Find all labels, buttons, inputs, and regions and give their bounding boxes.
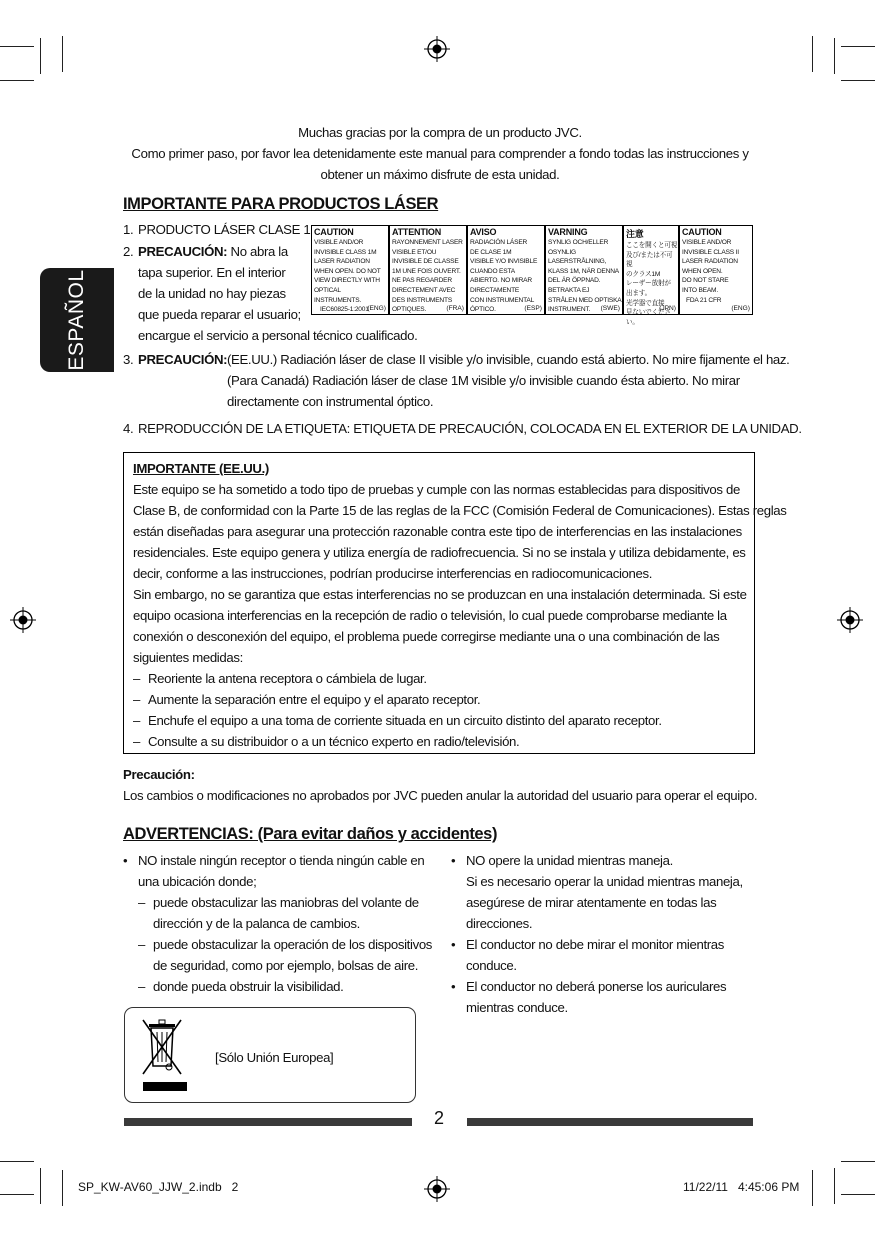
page-number: 2 (433, 1108, 444, 1128)
laser-label-title: VARNING (548, 227, 588, 237)
fcc-line: residenciales. Este equipo genera y utiliza energía de radiofrecuencia. Si no se instala y utiliza debidamente, es (133, 545, 746, 560)
dash: – (133, 713, 140, 728)
warning-text: puede obstaculizar las maniobras del volante de (153, 895, 419, 910)
fcc-title: IMPORTANTE (EE.UU.) (133, 461, 269, 476)
laser-item-2-text: que pueda reparar el usuario; (138, 307, 301, 322)
laser-label-line: OSYNLIG (548, 248, 576, 256)
laser-label-line: WHEN OPEN. DO NOT (314, 267, 381, 275)
bullet: • (123, 853, 128, 868)
warning-text: direcciones. (466, 916, 533, 931)
dash: – (133, 734, 140, 749)
laser-label-title: 注意 (626, 229, 644, 239)
warning-text: asegúrese de mirar atentamente en todas las (466, 895, 717, 910)
footer-file (78, 1180, 238, 1194)
laser-label-line: VISIBLE AND/OR (682, 239, 732, 246)
laser-label-line: VISIBLE AND/OR (314, 239, 364, 246)
laser-label-line: CON INSTRUMENTAL (470, 296, 535, 304)
laser-label-title: CAUTION (682, 227, 722, 237)
laser-item-4: REPRODUCCIÓN DE LA ETIQUETA: ETIQUETA DE PRECAUCIÓN, COLOCADA EN EL EXTERIOR DE LA UNIDAD. (138, 421, 802, 436)
dash: – (138, 895, 145, 910)
intro-line: Como primer paso, por favor lea detenidamente este manual para comprender a fondo todas las instrucciones y (131, 146, 749, 161)
warnings-heading: ADVERTENCIAS: (Para evitar daños y accidentes) (123, 825, 498, 843)
laser-label-line: レーザー放射が (626, 280, 671, 288)
laser-label-code: (JPN) (659, 305, 676, 312)
list-item (133, 731, 748, 752)
measure-text: Aumente la separación entre el equipo y el aparato receptor. (148, 692, 481, 707)
laser-label-line: FDA 21 CFR (686, 296, 722, 304)
bullet: • (451, 853, 456, 868)
fcc-line: decir, conforme a las instrucciones, podrían producirse interferencias en radiocomunicaciones. (133, 566, 653, 581)
precaution-label: PRECAUCIÓN: (138, 352, 228, 367)
laser-label-line: IEC60825-1:2001 (320, 306, 369, 314)
laser-label-line: DEL ÄR ÖPPNAD. (548, 277, 601, 285)
measure-text: Consulte a su distribuidor o a un técnico experto en radio/televisión. (148, 734, 520, 749)
list-item (133, 668, 748, 689)
intro-line: obtener un máximo disfrute de esta unidad. (320, 167, 560, 182)
warning-text: NO instale ningún receptor o tienda ningún cable en (138, 853, 425, 868)
laser-label-line: ここを開くと可視 (626, 242, 678, 249)
laser-label (467, 225, 545, 315)
caution-text: Los cambios o modificaciones no aprobados por JVC pueden anular la autoridad del usuario para operar el equipo. (123, 788, 758, 803)
laser-label-line: LASER RADIATION (682, 258, 738, 266)
fcc-line: Clase B, de conformidad con la Parte 15 de las reglas de la FCC (Comisión Federal de Comunicaciones). Estas reglas (133, 503, 787, 518)
laser-label-line: CUANDO ESTA (470, 267, 515, 275)
laser-label-title: CAUTION (314, 227, 354, 237)
warnings-right (451, 850, 751, 1018)
laser-item-3-text: directamente con instrumental óptico. (227, 394, 434, 409)
intro (120, 122, 760, 185)
laser-label-line: のクラス1M (626, 270, 661, 278)
fcc-notice-box (123, 452, 787, 754)
dash: – (133, 671, 140, 686)
list-item (123, 934, 433, 976)
crossed-out-bin-icon (139, 1016, 189, 1096)
caution-note (123, 764, 763, 806)
bullet: • (451, 937, 456, 952)
laser-label-line: INVISIBLE DE CLASSE (392, 258, 459, 266)
footer-date: 11/22/11 (683, 1180, 728, 1194)
laser-label-line: 及び/または不可視 (626, 251, 673, 269)
page-rule-left (124, 1118, 412, 1126)
laser-label-line: DE CLASE 1M (470, 248, 512, 256)
laser-label (545, 225, 623, 315)
laser-label (311, 225, 389, 315)
laser-label-line: VISIBLE ET/OU (392, 248, 437, 256)
laser-label-line: VISIBLE Y/O INVISIBLE (470, 258, 538, 266)
laser-label-line: LASERSTRÅLNING, (548, 258, 607, 266)
fcc-line: equipo ocasiona interferencias en la recepción de radio o televisión, lo cual puede comprobarse mediante la (133, 608, 727, 623)
list-number: 2. (123, 244, 134, 259)
dash: – (138, 979, 145, 994)
list-item (133, 710, 748, 731)
laser-label-code: (SWE) (600, 305, 620, 312)
list-item (123, 850, 433, 892)
list-number: 1. (123, 222, 134, 237)
fcc-line: conexión o desconexión del equipo, el problema puede corregirse mediante una o una combinación de las (133, 629, 720, 644)
measure-text: Enchufe el equipo a una toma de corriente situada en un circuito distinto del aparato receptor. (148, 713, 662, 728)
laser-item-2-text: tapa superior. En el interior (138, 265, 286, 280)
laser-label-line: INVISIBLE CLASS 1M (314, 248, 377, 256)
laser-label-line: DES INSTRUMENTS (392, 296, 453, 304)
warning-text: donde pueda obstruir la visibilidad. (153, 979, 344, 994)
laser-label-line: 見ないでください。 (626, 309, 671, 326)
laser-label-line: OPTIQUES. (392, 306, 427, 314)
laser-heading: IMPORTANTE PARA PRODUCTOS LÁSER (123, 195, 439, 213)
warning-text: El conductor no deberá ponerse los auriculares (466, 979, 727, 994)
laser-item-1: PRODUCTO LÁSER CLASE 1 (138, 222, 311, 237)
laser-label-code: (FRA) (446, 305, 464, 312)
laser-item-2-text: No abra la (230, 244, 288, 259)
warning-text: dirección y de la palanca de cambios. (153, 916, 360, 931)
warnings-left (123, 850, 433, 997)
list-number: 4. (123, 421, 134, 436)
fcc-line: siguientes medidas: (133, 650, 243, 665)
footer-timestamp (683, 1180, 799, 1194)
laser-label-line: 光学器で直接 (626, 299, 665, 307)
laser-label-line: RADIACIÓN LÁSER (470, 239, 528, 246)
warning-text: mientras conduce. (466, 1000, 568, 1015)
list-number: 3. (123, 352, 134, 367)
list-item (451, 850, 751, 934)
laser-item-3 (227, 349, 790, 412)
laser-label (389, 225, 467, 315)
laser-label-line: STRÅLEN MED OPTISKA (548, 296, 622, 304)
warning-text: El conductor no debe mirar el monitor mientras (466, 937, 725, 952)
registration-mark-icon (837, 607, 863, 633)
list-item (133, 689, 748, 710)
laser-label-line: DO NOT STARE (682, 277, 729, 285)
fcc-line: Este equipo se ha sometido a todo tipo de pruebas y cumple con las normas establecidas para dispositivos de (133, 482, 740, 497)
laser-label-code: (ENG) (367, 305, 386, 312)
warning-text: una ubicación donde; (138, 874, 257, 889)
list-item (451, 976, 751, 1018)
laser-label-line: DIRECTAMENTE (470, 286, 520, 294)
laser-label-title: ATTENTION (392, 227, 442, 237)
fcc-notice (133, 458, 787, 752)
registration-mark-icon (424, 36, 450, 62)
laser-label-line: 出ます。 (626, 289, 652, 297)
laser-label (623, 225, 679, 326)
laser-label (679, 225, 753, 315)
laser-label-line: KLASS 1M, NÄR DENNA (548, 267, 619, 275)
list-item (451, 934, 751, 976)
footer-page: 2 (231, 1180, 239, 1194)
laser-label-code: (ESP) (524, 305, 542, 312)
laser-label-line: RAYONNEMENT LASER (392, 239, 463, 246)
warning-text: Si es necesario operar la unidad mientras maneja, (466, 874, 743, 889)
laser-item-3-text: (EE.UU.) Radiación láser de clase II visible y/o invisible, cuando está abierto. No mire fijamente el haz. (227, 352, 790, 367)
footer-time: 4:45:06 PM (737, 1180, 800, 1194)
laser-label-line: VIEW DIRECTLY WITH (314, 277, 380, 285)
caution-title: Precaución: (123, 767, 195, 782)
laser-label-line: INSTRUMENT. (548, 306, 591, 314)
laser-label-line: 1M UNE FOIS OUVERT. (392, 267, 461, 275)
fcc-line: están diseñadas para asegurar una protección razonable contra este tipo de interferencias en las instalaciones (133, 524, 742, 539)
dash: – (138, 937, 145, 952)
registration-mark-icon (424, 1176, 450, 1202)
warning-text: conduce. (466, 958, 517, 973)
laser-label-code: (ENG) (731, 305, 750, 312)
laser-label-line: WHEN OPEN. (682, 267, 723, 275)
laser-item-3-text: (Para Canadá) Radiación láser de clase 1M visible y/o invisible cuando ésta abierto. No mirar (227, 373, 740, 388)
fcc-line: Sin embargo, no se garantiza que estas interferencias no se produzcan en una instalación determinada. Si este (133, 587, 747, 602)
measure-text: Reoriente la antena receptora o cámbiela de lugar. (148, 671, 427, 686)
intro-line: Muchas gracias por la compra de un producto JVC. (298, 125, 582, 140)
laser-label-line: DIRECTEMENT AVEC (392, 286, 456, 294)
laser-item-2-text: encargue el servicio a personal técnico cualificado. (138, 328, 418, 343)
laser-label-line: LASER RADIATION (314, 258, 370, 266)
weee-box (124, 1007, 416, 1103)
laser-label-line: ÓPTICO. (470, 306, 496, 314)
language-tab (40, 268, 114, 372)
footer-filename: SP_KW-AV60_JJW_2.indb (78, 1180, 222, 1194)
laser-label-line: BETRAKTA EJ (548, 286, 590, 294)
laser-label-line: INVISIBLE CLASS II (682, 248, 739, 256)
warning-text: NO opere la unidad mientras maneja. (466, 853, 673, 868)
laser-label-line: INTO BEAM. (682, 286, 718, 294)
dash: – (133, 692, 140, 707)
page-rule-right (467, 1118, 753, 1126)
laser-label-line: SYNLIG OCH/ELLER (548, 239, 609, 246)
precaution-label: PRECAUCIÓN: (138, 244, 228, 259)
language-tab-label: ESPAÑOL (65, 269, 88, 371)
registration-mark-icon (10, 607, 36, 633)
laser-item-2-text: de la unidad no hay piezas (138, 286, 286, 301)
laser-label-line: OPTICAL INSTRUMENTS. (314, 286, 362, 304)
warning-text: de seguridad, como por ejemplo, bolsas de aire. (153, 958, 419, 973)
list-item (123, 976, 433, 997)
laser-label-title: AVISO (470, 227, 497, 237)
list-item (123, 892, 433, 934)
laser-label-line: ABIERTO. NO MIRAR (470, 277, 532, 285)
bullet: • (451, 979, 456, 994)
weee-text: [Sólo Unión Europea] (215, 1050, 334, 1065)
warning-text: puede obstaculizar la operación de los dispositivos (153, 937, 433, 952)
laser-label-line: NE PAS REGARDER (392, 277, 452, 285)
